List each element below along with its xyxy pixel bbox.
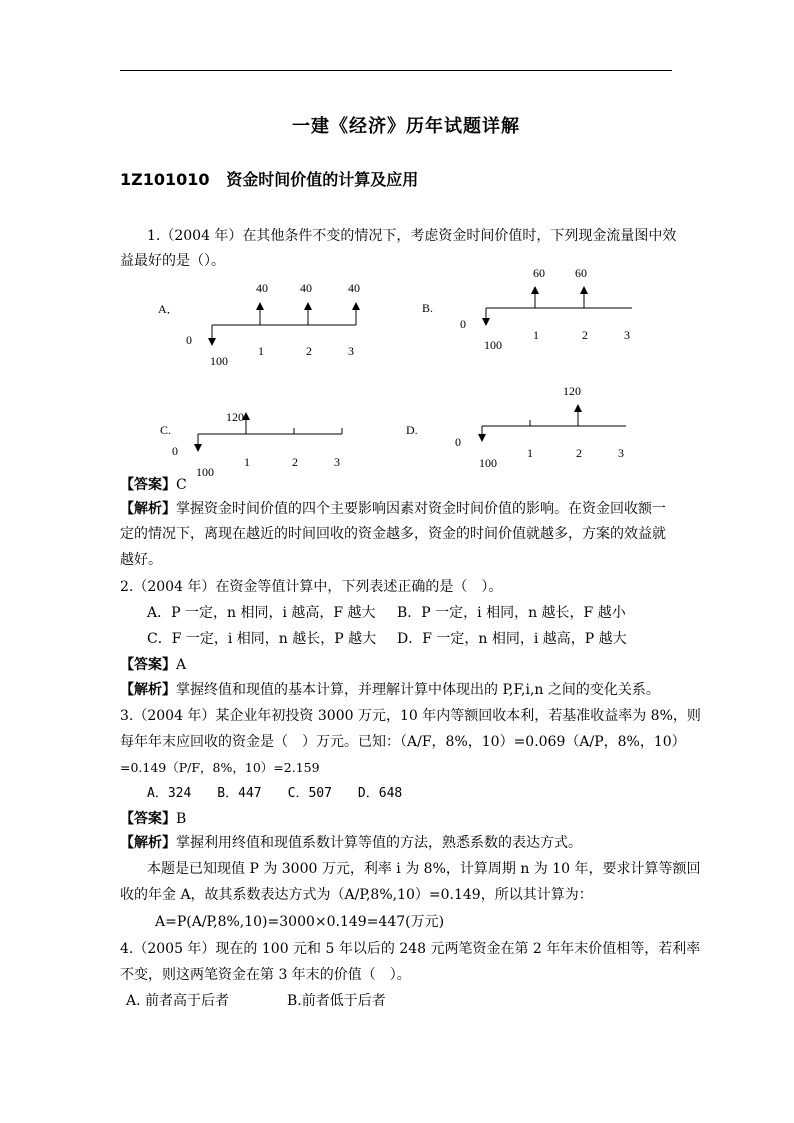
q2-stem: 2.（2004 年）在资金等值计算中，下列表述正确的是（ ）。	[120, 579, 503, 595]
diagram-b-inflow-1: 60	[533, 266, 545, 280]
diagram-d-tick-1: 1	[527, 446, 533, 460]
q4-stem-line1: 4.（2005 年）现在的 100 元和 5 年以后的 248 元两笔资金在第 2 年年末价值相等，若利率	[120, 941, 701, 957]
diagram-c-tick-1: 1	[244, 455, 250, 469]
q3-stem-line3: =0.149（P/F，8%，10）=2.159	[120, 760, 320, 775]
diagram-c-tick-2: 2	[292, 455, 298, 469]
cashflow-diagram-d	[406, 380, 636, 476]
cashflow-diagram-c	[160, 406, 360, 478]
diagram-d-outflow: 100	[479, 456, 497, 470]
q1-answer-value: C	[176, 477, 187, 493]
section-code: 1Z101010	[120, 170, 210, 189]
diagram-d-tick-3: 3	[618, 446, 624, 460]
q4-stem-line2: 不变，则这两笔资金在第 3 年末的价值（ ）。	[120, 967, 411, 983]
diagram-c-outflow: 100	[196, 465, 214, 479]
q2-answer	[120, 656, 186, 674]
diagram-a-tick-1: 1	[258, 344, 264, 358]
q2-analysis	[120, 681, 660, 699]
q3-analysis-tag: 【解析】	[120, 835, 176, 851]
q2-answer-value: A	[176, 657, 187, 673]
q4-option-b: B.前者低于后者	[287, 993, 386, 1009]
q1-stem-line1: 1.（2004 年）在其他条件不变的情况下，考虑资金时间价值时，下列现金流量图中效	[147, 228, 677, 244]
q2-answer-tag: 【答案】	[120, 657, 176, 673]
q3-analysis	[120, 834, 582, 852]
diagram-c-tick-3: 3	[334, 455, 340, 469]
section-heading	[120, 171, 418, 189]
q2-option-c: C．F 一定，i 相同，n 越长，P 越大	[147, 631, 377, 647]
diagram-b-tick-1: 1	[533, 328, 539, 342]
page-title: 一建《经济》历年试题详解	[292, 116, 520, 137]
q1-analysis-tag: 【解析】	[120, 501, 176, 517]
diagram-a-label: A．	[158, 302, 179, 316]
q1-analysis-line1	[120, 500, 666, 518]
q2-option-a: A．P 一定，n 相同，i 越高，F 越大	[147, 605, 376, 621]
q3-formula: A=P(A/P,8%,10)=3000×0.149=447(万元)	[155, 914, 445, 930]
q1-analysis-text1: 掌握资金时间价值的四个主要影响因素对资金时间价值的影响。在资金回收额一	[176, 501, 666, 517]
diagram-a-outflow: 100	[210, 354, 228, 368]
section-name: 资金时间价值的计算及应用	[226, 170, 419, 189]
diagram-c-label: C.	[160, 423, 172, 437]
diagram-a-tick-3: 3	[348, 344, 354, 358]
diagram-b-tick-3: 3	[624, 328, 630, 342]
q2-analysis-text: 掌握终值和现值的基本计算，并理解计算中体现出的 P,F,i,n 之间的变化关系。	[176, 682, 660, 698]
diagram-a-inflow-1: 40	[256, 281, 268, 295]
q1-stem-line2: 益最好的是（）。	[120, 253, 225, 269]
diagram-a-tick-2: 2	[306, 344, 312, 358]
diagram-b-tick-2: 2	[582, 328, 588, 342]
diagram-d-label: D.	[406, 423, 418, 437]
cashflow-diagram-a	[158, 278, 378, 370]
diagram-d-inflow-1: 120	[563, 384, 581, 398]
header-rule	[120, 70, 672, 71]
q1-analysis-line3: 越好。	[120, 552, 162, 568]
diagram-d-tick-2: 2	[576, 446, 582, 460]
diagram-c-zero: 0	[172, 444, 178, 458]
diagram-a-inflow-2: 40	[300, 281, 312, 295]
q2-option-b: B．P 一定，i 相同，n 越长，F 越小	[397, 605, 626, 621]
q3-answer	[120, 810, 186, 828]
diagram-b-label: B.	[422, 301, 434, 315]
diagram-c-inflow-1: 120	[226, 410, 244, 424]
diagram-b-outflow: 100	[484, 338, 502, 352]
q3-stem-line1: 3.（2004 年）某企业年初投资 3000 万元，10 年内等额回收本利，若基准收益率为 8%，则	[120, 708, 701, 724]
q2-option-d: D．F 一定，n 相同，i 越高，P 越大	[397, 631, 627, 647]
diagram-a-inflow-3: 40	[348, 281, 360, 295]
q3-analysis-text: 掌握利用终值和现值系数计算等值的方法，熟悉系数的表达方式。	[176, 835, 582, 851]
diagram-b-inflow-2: 60	[575, 266, 587, 280]
q3-answer-value: B	[176, 811, 187, 827]
q4-option-a: A. 前者高于后者	[126, 993, 230, 1009]
q3-answer-tag: 【答案】	[120, 811, 176, 827]
q3-body-line1: 本题是已知现值 P 为 3000 万元，利率 i 为 8%，计算周期 n 为 10 年，要求计算等额回	[147, 861, 701, 877]
q1-analysis-line2: 定的情况下，离现在越近的时间回收的资金越多，资金的时间价值就越多，方案的效益就	[120, 526, 666, 542]
q1-answer	[120, 476, 187, 494]
q3-options: A．324 B．447 C．507 D．648	[147, 786, 403, 801]
q3-body-line2: 收的年金 A，故其系数表达方式为（A/P,8%,10）=0.149，所以其计算为：	[120, 887, 593, 903]
diagram-a-zero: 0	[186, 333, 192, 347]
diagram-b-zero: 0	[460, 317, 466, 331]
diagram-d-zero: 0	[455, 435, 461, 449]
q1-answer-tag: 【答案】	[120, 477, 176, 493]
cashflow-diagram-b	[422, 262, 642, 358]
q3-stem-line2: 每年年末应回收的资金是（ ）万元。已知：（A/F，8%，10）=0.069（A/P，8%，10）	[120, 734, 686, 750]
q2-analysis-tag: 【解析】	[120, 682, 176, 698]
